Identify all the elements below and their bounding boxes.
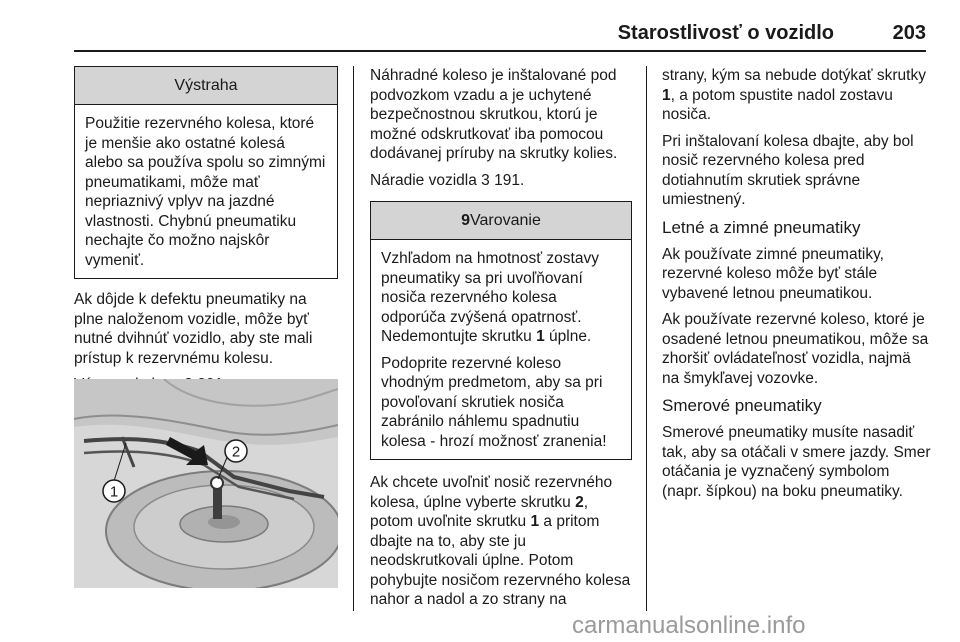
- spare-wheel-carrier-illustration: [74, 379, 338, 588]
- paragraph-winter-tyres: Ak používate zimné pneumatiky, rezervné koleso môže byť stále vybavené letnou pneumatikou.: [662, 245, 884, 302]
- bolt-number-2: 2: [575, 493, 584, 511]
- column-divider-1: [353, 66, 354, 611]
- heading-directional-tyres: Smerové pneumatiky: [662, 396, 822, 415]
- bolt-number-1: 1: [530, 513, 540, 530]
- section-title: Starostlivosť o vozidlo: [617, 22, 834, 44]
- text-run: , potom uvoľnite skrutku: [370, 493, 588, 530]
- paragraph-spare-location: Náhradné koleso je inštalované pod podvozkom vzadu a je uchytené bezpečnostnou skrutkou, ktorú je možné odskrutkovať iba pomocou dodávanej príruby na skrutky kolies.: [370, 67, 618, 162]
- paragraph-lower-carrier: [662, 66, 932, 125]
- paragraph-summer-spare: Ak používate rezervné koleso, ktoré je osadené letnou pneumatikou, môže sa zhoršiť ovládateľnosť vozidla, najmä na šmykľavej vozovke.: [662, 311, 929, 387]
- column-1: [74, 66, 338, 402]
- warning-box: [74, 66, 338, 279]
- bolt-number-1: 1: [662, 86, 671, 104]
- caution-text-1a: Vzhľadom na hmotnosť zostavy pneumatiky sa pri uvoľňovaní nosiča rezervného kolesa odporúča zvýšená opatrnosť. Nedemontujte skrutku: [381, 250, 599, 345]
- cross-reference-label: Náradie vozidla: [370, 171, 477, 189]
- warning-text: Použitie rezervného kolesa, ktoré je menšie ako ostatné kolesá alebo sa používa spolu so zimnými pneumatikami, môže mať nepriaznivý vplyv na jazdné vlastnosti. Chybnú pneumatiku nechajte čo možno najskôr vymeniť.: [85, 115, 326, 269]
- caution-box: [370, 201, 632, 460]
- heading-summer-winter-tyres: Letné a zimné pneumatiky: [662, 217, 861, 237]
- page-header: [74, 22, 926, 52]
- paragraph-install-carrier: Pri inštalovaní kolesa dbajte, aby bol nosič rezervného kolesa pred dotiahnutím skrutiek správne umiestnený.: [662, 132, 914, 208]
- column-3: [662, 66, 932, 508]
- text-run: a pritom dbajte na to, aby ste ju neodskrutkovali úplne. Potom pohybujte nosičom rezervného kolesa nahor a nadol a zo strany na: [370, 513, 631, 608]
- warning-triangle-icon: 9: [461, 212, 471, 229]
- watermark: carmanualsonline.info: [572, 612, 806, 639]
- callout-1-label: 1: [109, 483, 119, 501]
- caution-text-1b: úplne.: [544, 328, 592, 345]
- caution-text-1: [381, 249, 621, 347]
- illustration-svg: [74, 379, 338, 588]
- warning-heading: Výstraha: [75, 67, 337, 105]
- text-run: strany, kým sa nebude dotýkať skrutky: [662, 67, 926, 84]
- caution-bolt-number: 1: [536, 328, 545, 345]
- paragraph-release-carrier: [370, 473, 632, 610]
- cross-reference-page: 191.: [494, 171, 525, 189]
- caution-heading-bar: [371, 202, 631, 240]
- paragraph-directional-tyres: Smerové pneumatiky musíte nasadiť tak, aby sa otáčali v smere jazdy. Smer otáčania je vyznačený symbolom (napr. šípkou) na boku pneumatiky.: [662, 424, 931, 500]
- cross-reference-tools: [370, 171, 632, 191]
- paragraph-flat-tire: Ak dôjde k defektu pneumatiky na plne naloženom vozidle, môže byť nutné dvihnúť vozidlo, aby ste mali prístup k rezervnému kolesu.: [74, 291, 313, 367]
- reference-arrow-icon: 3: [481, 171, 490, 189]
- text-run: Ak chcete uvoľniť nosič rezervného kolesa, úplne vyberte skrutku: [370, 474, 613, 511]
- header-rule: [74, 50, 926, 52]
- column-2: [370, 66, 632, 617]
- column-divider-2: [646, 66, 647, 611]
- callout-2-label: 2: [231, 443, 241, 461]
- caution-text-2: Podoprite rezervné koleso vhodným predmetom, aby sa pri povoľovaní skrutiek nosiča zabránilo náhlemu spadnutiu kolesa - hrozí možnosť zranenia!: [381, 354, 607, 450]
- page-number: 203: [892, 22, 926, 44]
- caution-heading: Varovanie: [470, 212, 541, 229]
- text-run: , a potom spustite nadol zostavu nosiča.: [662, 86, 893, 123]
